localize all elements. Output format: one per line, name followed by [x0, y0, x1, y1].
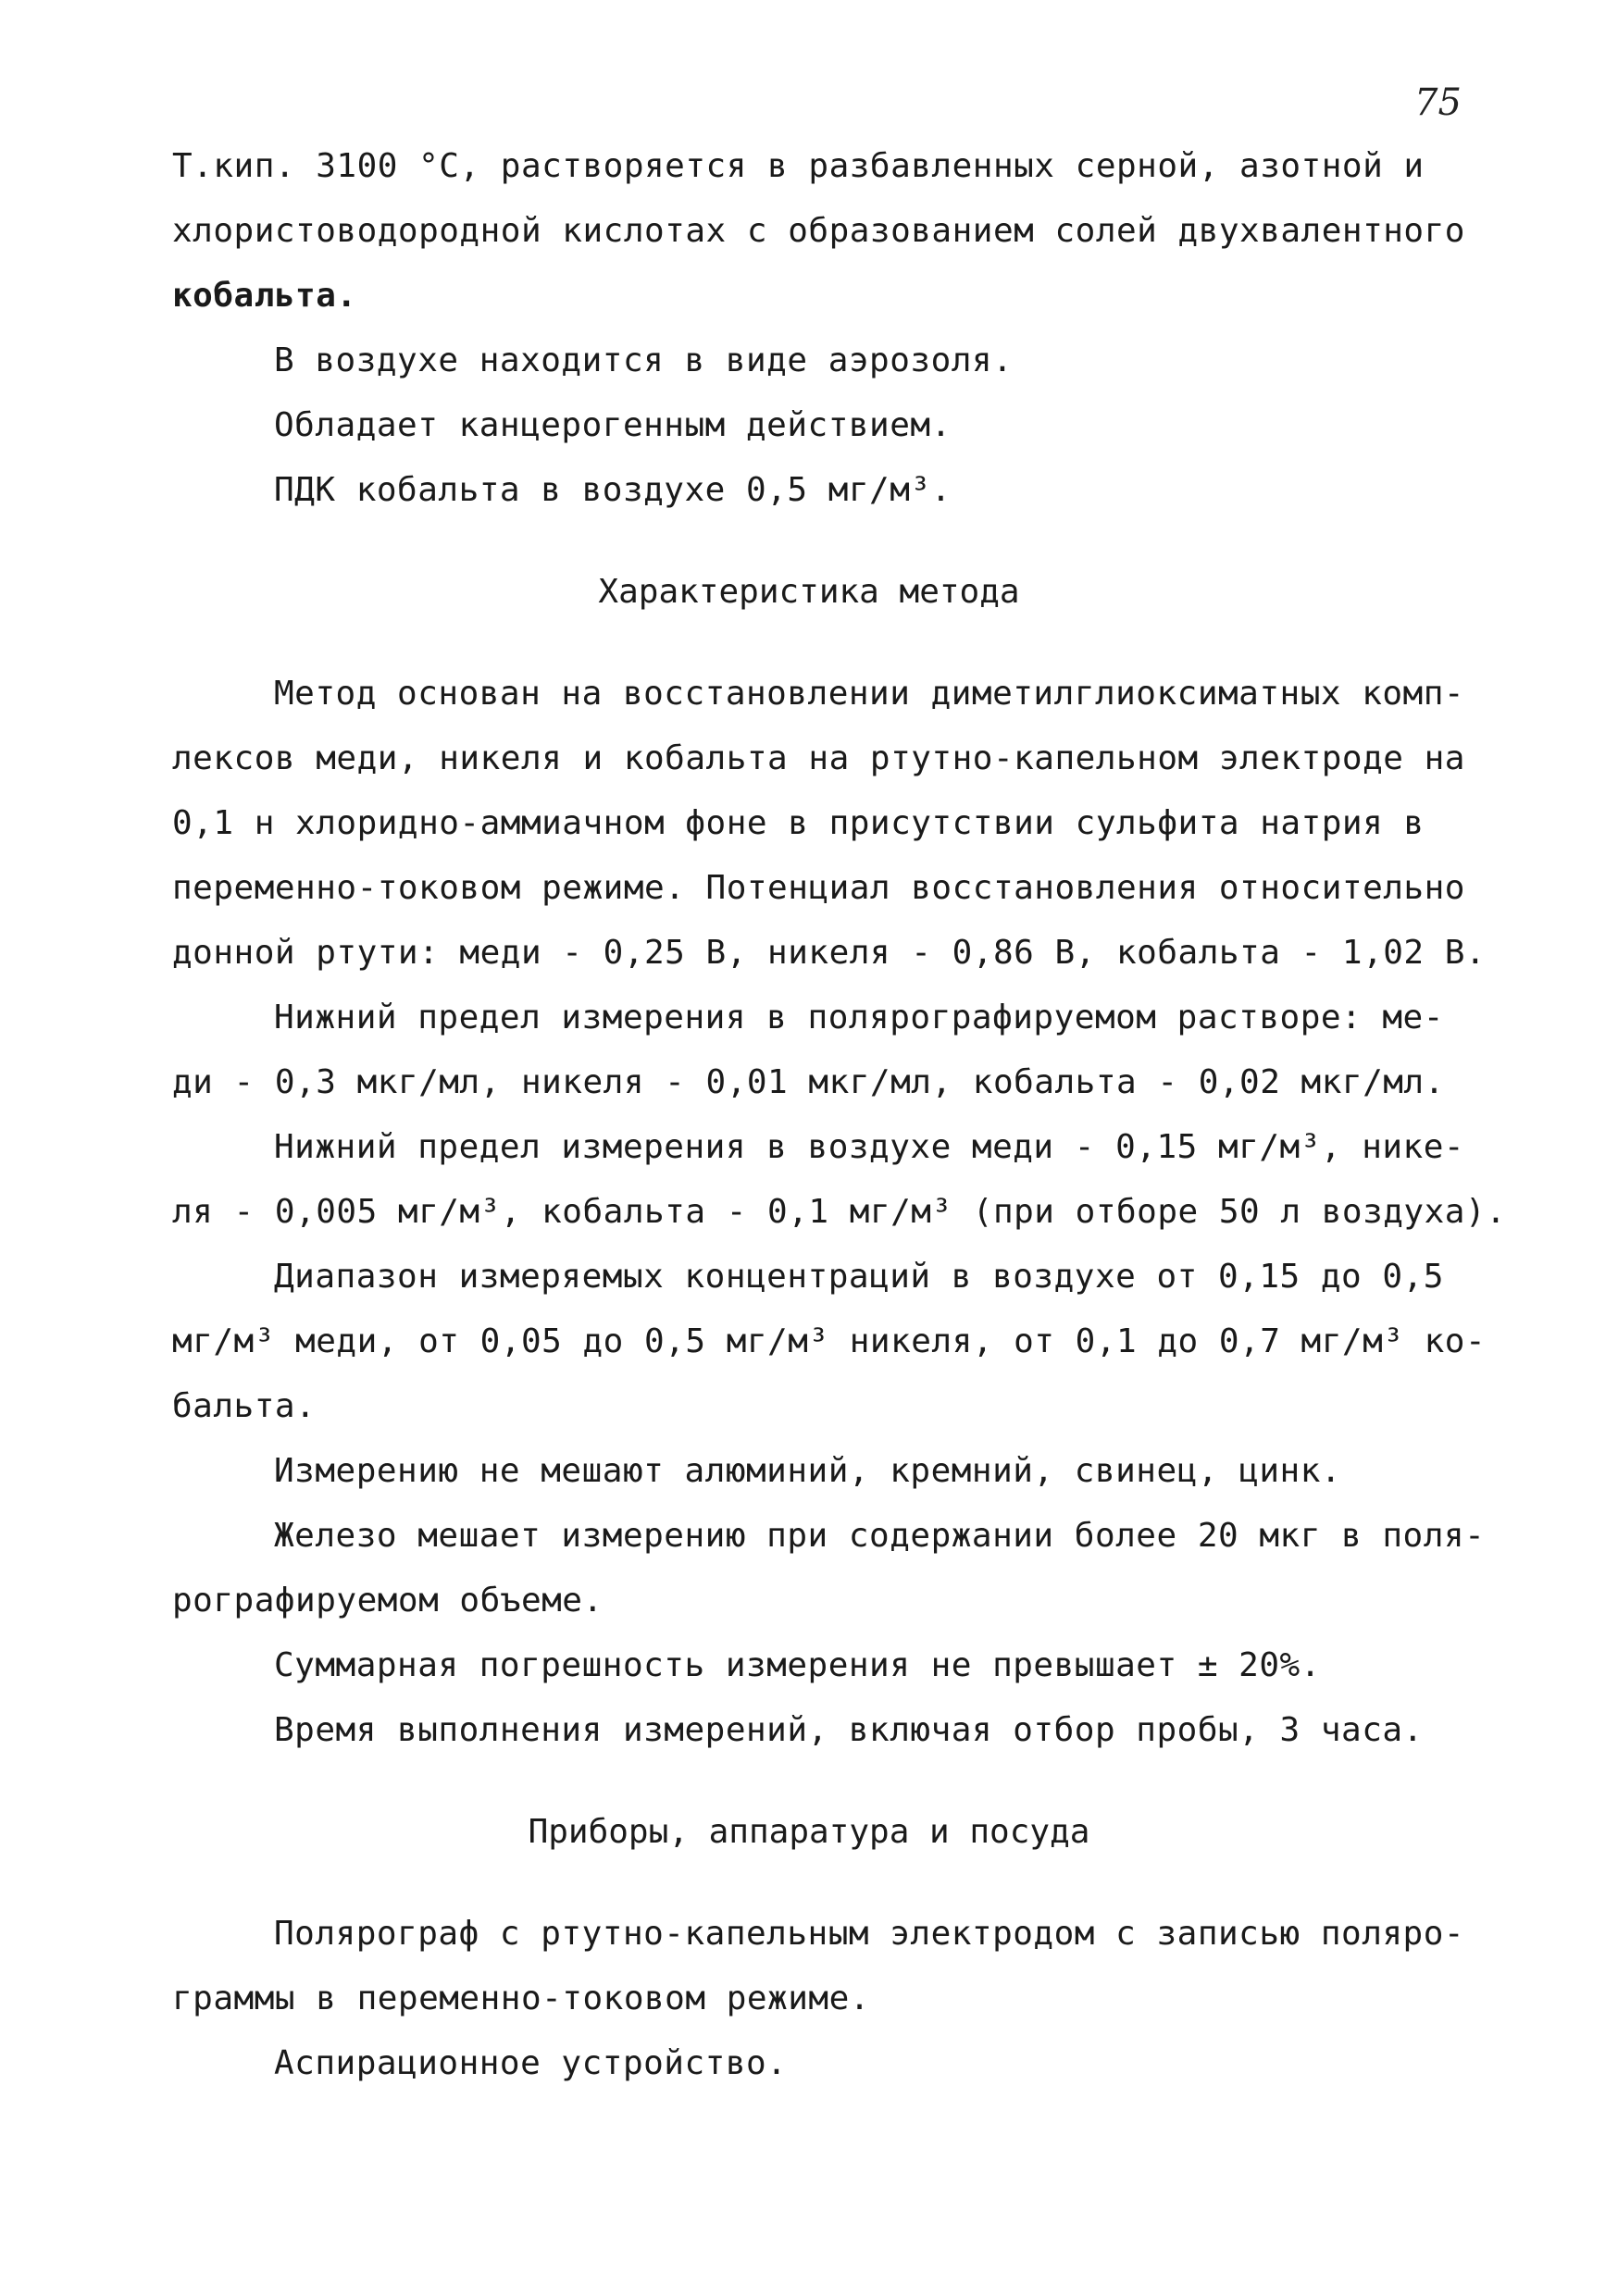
equipment-line: граммы в переменно-токовом режиме.: [172, 1980, 870, 2017]
section-heading-method: Характеристика метода: [598, 573, 1020, 611]
method-line: Измерению не мешают алюминий, кремний, свинец, цинк.: [274, 1452, 1342, 1490]
method-line: Железо мешает измерению при содержании более 20 мкг в поля-: [274, 1517, 1486, 1555]
method-line: 0,1 н хлоридно-аммиачном фоне в присутствии сульфита натрия в: [172, 804, 1425, 842]
method-line: мг/м³ меди, от 0,05 до 0,5 мг/м³ никеля, от 0,1 до 0,7 мг/м³ ко-: [172, 1322, 1487, 1360]
page-number: 75: [1414, 81, 1462, 124]
equipment-line: Полярограф с ртутно-капельным электродом с записью поляро-: [274, 1915, 1465, 1953]
method-line: рографируемом объеме.: [172, 1582, 604, 1620]
method-line: ля - 0,005 мг/м³, кобальта - 0,1 мг/м³ (при отборе 50 л воздуха).: [172, 1193, 1507, 1231]
method-line: бальта.: [172, 1387, 317, 1425]
method-line: Время выполнения измерений, включая отбор пробы, 3 часа.: [274, 1711, 1424, 1749]
method-line: ди - 0,3 мкг/мл, никеля - 0,01 мкг/мл, кобальта - 0,02 мкг/мл.: [172, 1063, 1445, 1101]
equipment-line: Аспирационное устройство.: [274, 2044, 788, 2082]
intro-line-1: Т.кип. 3100 °С, растворяется в разбавленных серной, азотной и: [172, 147, 1425, 185]
method-line: Диапазон измеряемых концентраций в воздухе от 0,15 до 0,5: [274, 1258, 1444, 1296]
intro-paragraph-3: Обладает канцерогенным действием.: [274, 406, 952, 444]
method-line: лексов меди, никеля и кобальта на ртутно-капельном электроде на: [172, 739, 1465, 777]
method-line: Нижний предел измерения в воздухе меди - 0,15 мг/м³, нике-: [274, 1128, 1465, 1166]
method-line: переменно-токовом режиме. Потенциал восстановления относительно: [172, 869, 1465, 907]
method-line: Суммарная погрешность измерения не превышает ± 20%.: [274, 1646, 1321, 1684]
intro-paragraph-2: В воздухе находится в виде аэрозоля.: [274, 341, 1014, 379]
section-heading-equipment: Приборы, аппаратура и посуда: [528, 1813, 1090, 1851]
intro-line-3: кобальта.: [172, 277, 357, 315]
method-line: донной ртути: меди - 0,25 В, никеля - 0,86 В, кобальта - 1,02 В.: [172, 934, 1487, 972]
method-line: Метод основан на восстановлении диметилглиоксиматных комп-: [274, 675, 1465, 713]
intro-line-2: хлористоводородной кислотах с образованием солей двухвалентного: [172, 212, 1465, 250]
intro-paragraph-4: ПДК кобальта в воздухе 0,5 мг/м³.: [274, 471, 952, 509]
method-line: Нижний предел измерения в полярографируемом растворе: ме-: [274, 999, 1444, 1036]
